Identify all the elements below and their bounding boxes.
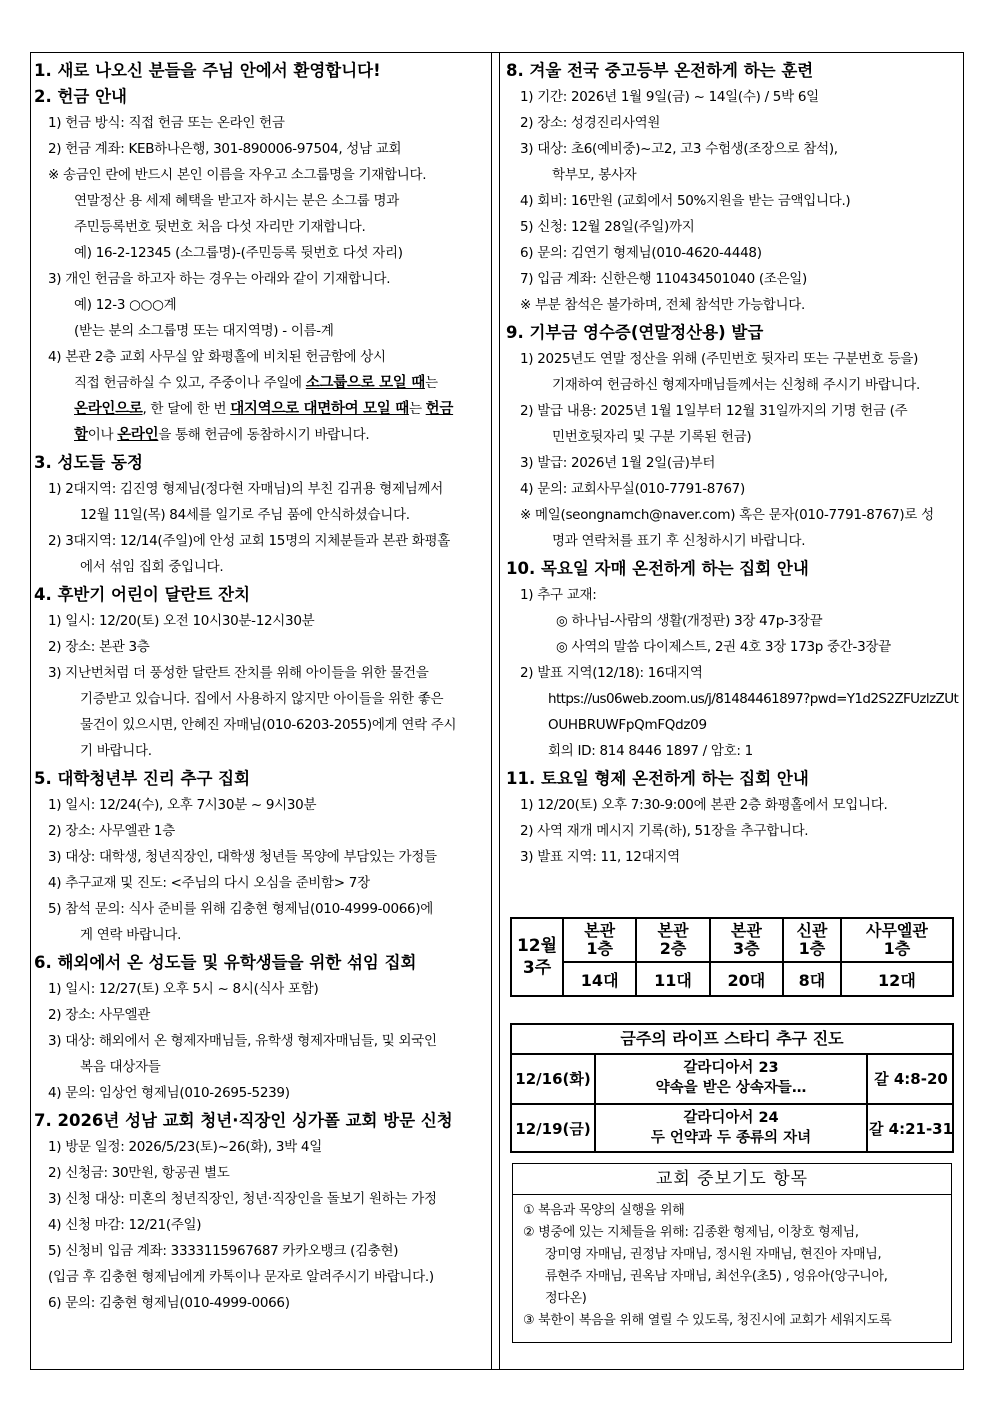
singapore-line: 1) 방문 일정: 2026/5/23(토)~26(화), 3박 4일 [48, 1139, 322, 1155]
training-line: 5) 신청: 12월 28일(주일)까지 [520, 219, 695, 235]
training-line: 3) 대상: 초6(예비중)~고2, 고3 수험생(조장으로 참석), [520, 141, 838, 157]
receipt-line: 명과 연락처를 표기 후 신청하시기 바랍니다. [552, 533, 806, 549]
right-column [506, 58, 958, 870]
offering-text: 는 [408, 401, 426, 417]
talent-line: 3) 지난번처럼 더 풍성한 달란트 잔치를 위해 아이들을 위한 물건을 [48, 665, 429, 681]
overseas-line: 2) 장소: 사무엘관 [48, 1007, 150, 1023]
hall-name: 사무엘관 [866, 921, 928, 940]
offering-line [34, 396, 486, 422]
offering-text: 을 통해 헌금에 동참하시기 바랍니다. [158, 427, 370, 443]
life-study-row [512, 1055, 952, 1105]
hall-floor: 3층 [733, 939, 760, 958]
offering-line [34, 422, 486, 448]
week-cell [511, 918, 563, 996]
hall-header [710, 918, 783, 962]
training-line: 4) 회비: 16만원 (교회에서 50%지원을 받는 금액입니다.) [520, 193, 851, 209]
brothers-line: 2) 사역 재개 메시지 기록(하), 51장을 추구합니다. [520, 823, 809, 839]
offering-line: ※ 송금인 란에 반드시 본인 이름을 자우고 소그룹명을 기재합니다. [48, 167, 427, 183]
hall-name: 본관 [657, 921, 689, 940]
training-line: ※ 부분 참석은 불가하며, 전체 참석만 가능합니다. [520, 297, 806, 313]
left-column [34, 58, 486, 1316]
training-line: 6) 문의: 김연기 형제님(010-4620-4448) [520, 245, 762, 261]
prayer-item: ③ 북한이 복음을 위해 열릴 수 있도록, 청진시에 교회가 세워지도록 [523, 1313, 892, 1328]
zoom-link[interactable]: OUHBRUWFpQmFQdz09 [548, 717, 707, 733]
attendance-table [510, 917, 954, 997]
receipt-line: 2) 발급 내용: 2025년 1월 1일부터 12월 31일까지의 기명 헌금 (주 [520, 403, 908, 419]
study-message [596, 1058, 866, 1098]
overseas-line: 3) 대상: 해외에서 온 형제자매님들, 유학생 형제자매님들, 및 외국인 [48, 1033, 437, 1049]
offering-emphasis: 소그룹으로 모일 때 [305, 375, 425, 391]
study-subtitle: 약속을 받은 상속자들… [655, 1080, 807, 1096]
week-line: 12월 [516, 936, 558, 956]
news-line: 2) 3대지역: 12/14(주일)에 안성 교회 15명의 지체분들과 본관 화평홀 [48, 533, 450, 549]
youth-line: 1) 일시: 12/24(수), 오후 7시30분 ~ 9시30분 [48, 797, 317, 813]
column-divider [499, 52, 500, 1370]
prayer-item: ① 복음과 목양의 실행을 위해 [523, 1203, 685, 1218]
singapore-line: (입금 후 김충현 형제님에게 카톡이나 문자로 알려주시기 바랍니다.) [48, 1269, 434, 1285]
hall-floor: 1층 [798, 939, 826, 958]
offering-line: 예) 12-3 ○○○계 [74, 297, 177, 313]
section-1-title: 1. 새로 나오신 분들을 주님 안에서 환영합니다! [34, 61, 381, 80]
overseas-line: 1) 일시: 12/27(토) 오후 5시 ~ 8시(식사 포함) [48, 981, 319, 997]
district-cell: 14대 [563, 962, 636, 996]
offering-line: 예) 16-2-12345 (소그룹명)-(주민등록 뒷번호 다섯 자리) [74, 245, 403, 261]
zoom-link[interactable]: https://us06web.zoom.us/j/81484461897?pwd=Y1d2S2ZFUzlzZUt [548, 691, 959, 707]
offering-line: 3) 개인 헌금을 하고자 하는 경우는 아래와 같이 기재합니다. [48, 271, 391, 287]
talent-line: 1) 일시: 12/20(토) 오전 10시30분-12시30분 [48, 613, 315, 629]
study-book: 갈라디아서 23 [683, 1060, 779, 1076]
receipt-line: ※ 메일(seongnamch@naver.com) 혹은 문자(010-7791-8767)로 성 [520, 507, 934, 523]
district-cell: 20대 [710, 962, 783, 996]
singapore-line: 2) 신청금: 30만원, 항공권 별도 [48, 1165, 230, 1181]
brothers-line: 1) 12/20(토) 오후 7:30-9:00에 본관 2층 화평홀에서 모입니다. [520, 797, 888, 813]
offering-emphasis: 헌금 [425, 401, 454, 417]
week-line: 3주 [522, 958, 552, 978]
prayer-item: 정다온) [545, 1291, 587, 1306]
offering-line: (받는 분의 소그룹명 또는 대지역명) - 이름-계 [74, 323, 334, 339]
study-verse: 갈 4:21-31 [866, 1105, 954, 1153]
offering-text: 는 [424, 375, 438, 391]
offering-line: 주민등록번호 뒷번호 처음 다섯 자리만 기재합니다. [74, 219, 366, 235]
receipt-line: 민번호뒷자리 및 구분 기록된 헌금) [552, 429, 752, 445]
training-line: 학부모, 봉사자 [552, 167, 637, 183]
section-8-title: 8. 겨울 전국 중고등부 온전하게 하는 훈련 [506, 61, 814, 80]
prayer-item: 류현주 자매님, 권옥남 자매님, 최선우(초5) , 엉유아(앙구니아, [545, 1269, 888, 1284]
overseas-line: 복음 대상자들 [80, 1059, 161, 1075]
column-divider [491, 52, 492, 1370]
singapore-line: 5) 신청비 입금 계좌: 3333115967687 카카오뱅크 (김충현) [48, 1243, 399, 1259]
prayer-box [512, 1163, 952, 1343]
talent-line: 기증받고 있습니다. 집에서 사용하지 않지만 아이들을 위한 좋은 [80, 691, 444, 707]
brothers-line: 3) 발표 지역: 11, 12대지역 [520, 849, 680, 865]
talent-line: 기 바랍니다. [80, 743, 152, 759]
receipt-line: 기재하여 헌금하신 형제자매님들께서는 신청해 주시기 바랍니다. [552, 377, 920, 393]
life-study-box [510, 1023, 954, 1153]
hall-name: 신관 [796, 921, 828, 940]
hall-header [563, 918, 636, 962]
prayer-item: ② 병중에 있는 지체들을 위해: 김종환 형제님, 이창호 형제님, [523, 1225, 859, 1240]
section-5-title: 5. 대학청년부 진리 추구 집회 [34, 769, 251, 788]
offering-text: , 한 달에 한 번 [142, 401, 231, 417]
sisters-line: 1) 추구 교재: [520, 587, 597, 603]
offering-line: 4) 본관 2층 교회 사무실 앞 화평홀에 비치된 헌금함에 상시 [48, 349, 386, 365]
section-2-title: 2. 헌금 안내 [34, 87, 127, 106]
hall-floor: 1층 [883, 939, 911, 958]
receipt-line: 4) 문의: 교회사무실(010-7791-8767) [520, 481, 745, 497]
hall-header [783, 918, 841, 962]
section-4-title: 4. 후반기 어린이 달란트 잔치 [34, 585, 251, 604]
hall-header [841, 918, 953, 962]
section-9-title: 9. 기부금 영수증(연말정산용) 발급 [506, 323, 764, 342]
youth-line: 3) 대상: 대학생, 청년직장인, 대학생 청년들 목양에 부담있는 가정들 [48, 849, 437, 865]
hall-header [636, 918, 709, 962]
sisters-line: ◎ 사역의 말씀 다이제스트, 2권 4호 3장 173p 중간-3장끝 [556, 639, 891, 655]
singapore-line: 4) 신청 마감: 12/21(주일) [48, 1217, 202, 1233]
training-line: 2) 장소: 성경진리사역원 [520, 115, 661, 131]
receipt-line: 3) 발급: 2026년 1월 2일(금)부터 [520, 455, 716, 471]
youth-line: 게 연락 바랍니다. [80, 927, 182, 943]
study-book: 갈라디아서 24 [683, 1110, 779, 1126]
offering-emphasis: 온라인 [117, 427, 159, 443]
offering-emphasis: 온라인으로 [74, 401, 143, 417]
section-11-title: 11. 토요일 형제 온전하게 하는 집회 안내 [506, 769, 809, 788]
section-10-title: 10. 목요일 자매 온전하게 하는 집회 안내 [506, 559, 809, 578]
news-line: 에서 섞임 집회 중입니다. [80, 559, 224, 575]
district-cell: 8대 [783, 962, 841, 996]
district-cell: 12대 [841, 962, 953, 996]
section-6-title: 6. 해외에서 온 성도들 및 유학생들을 위한 섞임 집회 [34, 953, 417, 972]
hall-floor: 1층 [586, 939, 613, 958]
overseas-line: 4) 문의: 임상언 형제님(010-2695-5239) [48, 1085, 290, 1101]
hall-name: 본관 [730, 921, 762, 940]
offering-text: 직접 헌금하실 수 있고, 주중이나 주일에 [74, 375, 306, 391]
youth-line: 4) 추구교재 및 진도: <주님의 다시 오심을 준비함> 7장 [48, 875, 370, 891]
prayer-item: 장미영 자매님, 권정남 자매님, 정시원 자매님, 현진아 자매님, [545, 1247, 882, 1262]
study-date: 12/16(화) [512, 1055, 596, 1103]
offering-line [34, 370, 486, 396]
talent-line: 물건이 있으시면, 안혜진 자매님(010-6203-2055)에게 연락 주시 [80, 717, 457, 733]
life-study-title: 금주의 라이프 스타디 추구 진도 [512, 1025, 952, 1055]
offering-text: 이나 [87, 427, 118, 443]
singapore-line: 3) 신청 대상: 미혼의 청년직장인, 청년·직장인을 돌보기 원하는 가정 [48, 1191, 437, 1207]
offering-line: 연말정산 용 세제 혜택을 받고자 하시는 분은 소그룹 명과 [74, 193, 399, 209]
youth-line: 2) 장소: 사무엘관 1층 [48, 823, 175, 839]
section-3-title: 3. 성도들 동정 [34, 453, 143, 472]
sisters-line: 2) 발표 지역(12/18): 16대지역 [520, 665, 703, 681]
hall-floor: 2층 [659, 939, 687, 958]
talent-line: 2) 장소: 본관 3층 [48, 639, 150, 655]
prayer-title: 교회 중보기도 항목 [513, 1164, 951, 1195]
district-cell: 11대 [636, 962, 709, 996]
hall-name: 본관 [584, 921, 616, 940]
offering-emphasis: 함 [74, 427, 88, 443]
youth-line: 5) 참석 문의: 식사 준비를 위해 김충현 형제님(010-4999-0066)에 [48, 901, 434, 917]
study-verse: 갈 4:8-20 [866, 1055, 954, 1103]
sisters-line: ◎ 하나님-사람의 생활(개정판) 3장 47p-3장끝 [556, 613, 823, 629]
news-line: 12월 11일(목) 84세를 일기로 주님 품에 안식하셨습니다. [80, 507, 410, 523]
training-line: 7) 입금 계좌: 신한은행 110434501040 (조은일) [520, 271, 808, 287]
receipt-line: 1) 2025년도 연말 정산을 위해 (주민번호 뒷자리 또는 구분번호 등을) [520, 351, 919, 367]
study-message [596, 1108, 866, 1148]
news-line: 1) 2대지역: 김진영 형제님(정다현 자매님)의 부친 김귀용 형제님께서 [48, 481, 443, 497]
life-study-row [512, 1105, 952, 1153]
section-7-title: 7. 2026년 성남 교회 청년·직장인 싱가폴 교회 방문 신청 [34, 1111, 453, 1130]
study-date: 12/19(금) [512, 1105, 596, 1153]
offering-line: 1) 헌금 방식: 직접 헌금 또는 온라인 헌금 [48, 115, 285, 131]
singapore-line: 6) 문의: 김충현 형제님(010-4999-0066) [48, 1295, 290, 1311]
offering-line: 2) 헌금 계좌: KEB하나은행, 301-890006-97504, 성남 교회 [48, 141, 402, 157]
training-line: 1) 기간: 2026년 1월 9일(금) ~ 14일(수) / 5박 6일 [520, 89, 819, 105]
study-subtitle: 두 언약과 두 종류의 자녀 [650, 1130, 812, 1146]
offering-emphasis: 대지역으로 대면하여 모일 때 [230, 401, 409, 417]
meeting-id: 회의 ID: 814 8446 1897 / 암호: 1 [548, 743, 753, 759]
